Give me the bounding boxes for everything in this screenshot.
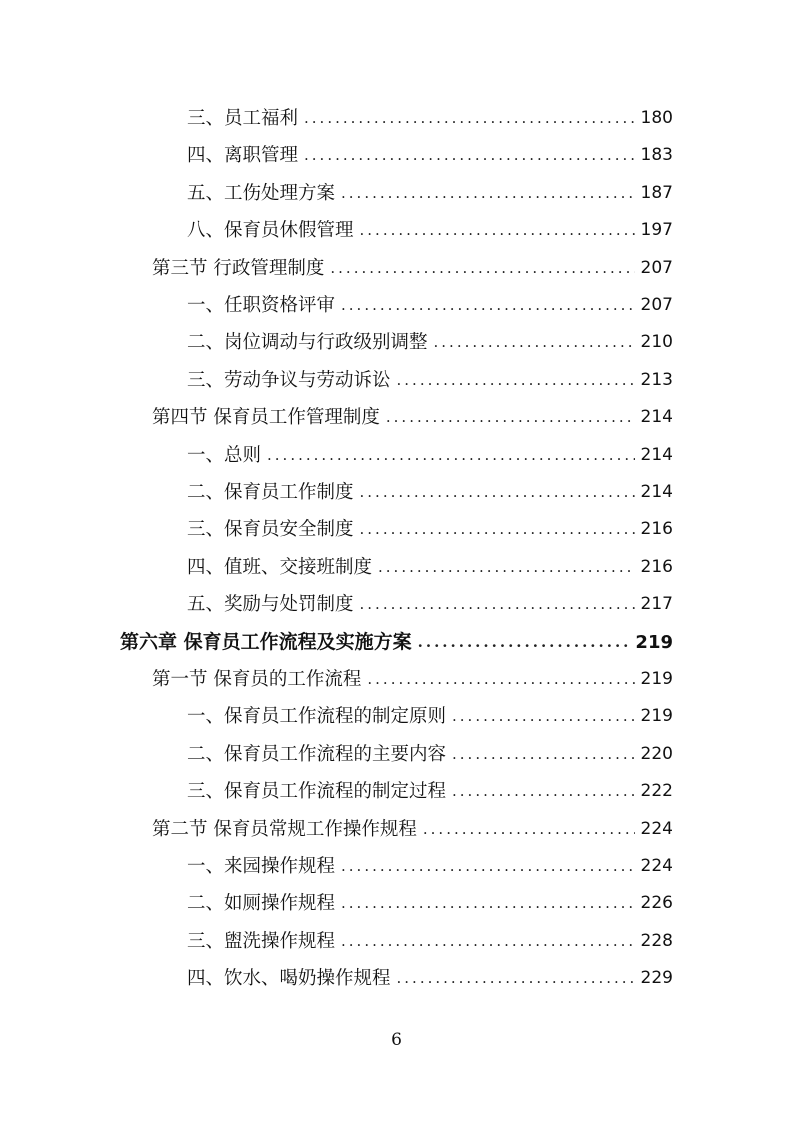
toc-entry[interactable] <box>152 250 673 287</box>
toc-entry-page: 220 <box>640 743 673 764</box>
toc-entry-title: 一、总则 <box>187 444 262 466</box>
toc-entry[interactable] <box>120 624 673 661</box>
toc-entry[interactable] <box>152 811 673 848</box>
dot-leader <box>452 736 635 773</box>
toc-entry-title: 三、盥洗操作规程 <box>187 930 336 952</box>
toc-entry-title: 一、来园操作规程 <box>187 856 336 877</box>
toc-entry[interactable] <box>187 324 673 361</box>
toc-entry[interactable] <box>187 511 673 548</box>
dot-leader <box>360 212 635 249</box>
toc-entry-page: 214 <box>640 482 673 502</box>
toc-entry-page: 217 <box>640 594 673 615</box>
dot-leader <box>267 437 635 474</box>
toc-entry[interactable] <box>187 362 673 399</box>
toc-entry-title: 二、岗位调动与行政级别调整 <box>187 332 428 354</box>
dot-leader <box>367 661 634 698</box>
toc-entry-page: 216 <box>640 556 673 577</box>
toc-entry-title: 第二节 保育员常规工作操作规程 <box>152 818 417 840</box>
toc-entry-page: 187 <box>640 182 673 203</box>
toc-entry-title: 第六章 保育员工作流程及实施方案 <box>120 630 412 653</box>
toc-entry[interactable] <box>187 885 673 922</box>
dot-leader <box>386 399 635 436</box>
dot-leader <box>397 960 635 997</box>
toc-entry[interactable] <box>187 960 673 997</box>
toc-entry[interactable] <box>152 399 673 436</box>
toc-entry-page: 207 <box>640 257 673 278</box>
toc-entry-title: 一、保育员工作流程的制定原则 <box>187 706 447 728</box>
dot-leader <box>341 885 635 922</box>
toc-entry-page: 216 <box>640 519 673 540</box>
dot-leader <box>360 474 635 511</box>
dot-leader <box>341 175 635 212</box>
dot-leader <box>304 100 635 137</box>
toc-entry[interactable] <box>187 549 673 586</box>
dot-leader <box>452 773 635 810</box>
toc-entry[interactable] <box>187 212 673 249</box>
toc-entry-title: 第一节 保育员的工作流程 <box>152 669 362 690</box>
toc-entry[interactable] <box>152 661 673 698</box>
toc-entry-page: 228 <box>640 930 673 951</box>
toc-entry-title: 八、保育员休假管理 <box>187 220 354 242</box>
toc-entry[interactable] <box>187 773 673 810</box>
toc-entry-page: 222 <box>640 781 673 802</box>
toc-entry-title: 五、奖励与处罚制度 <box>187 594 354 616</box>
dot-leader <box>304 137 635 174</box>
dot-leader <box>423 811 635 848</box>
toc-entry-title: 三、劳动争议与劳动诉讼 <box>187 369 391 391</box>
toc-entry[interactable] <box>187 586 673 623</box>
toc-entry[interactable] <box>187 923 673 960</box>
toc-entry-page: 213 <box>640 369 673 390</box>
toc-entry[interactable] <box>187 474 673 511</box>
toc-entry-title: 四、值班、交接班制度 <box>187 556 373 578</box>
toc-entry-page: 207 <box>640 295 673 315</box>
dot-leader <box>341 923 635 960</box>
toc-entry-page: 224 <box>640 856 673 876</box>
dot-leader <box>360 586 635 623</box>
dot-leader <box>330 250 634 287</box>
toc-entry-page: 210 <box>640 332 673 353</box>
dot-leader <box>360 511 635 548</box>
toc-entry-title: 三、员工福利 <box>187 108 299 129</box>
toc-entry-title: 四、饮水、喝奶操作规程 <box>187 968 391 990</box>
toc-entry-page: 214 <box>640 444 673 465</box>
toc-entry-page: 180 <box>640 108 673 128</box>
toc-entry[interactable] <box>187 100 673 137</box>
dot-leader <box>452 698 635 735</box>
toc-entry-page: 214 <box>640 407 673 428</box>
dot-leader <box>434 324 635 361</box>
dot-leader <box>378 549 635 586</box>
toc-entry-page: 219 <box>635 631 673 653</box>
toc-entry-title: 四、离职管理 <box>187 145 299 167</box>
dot-leader <box>341 287 635 324</box>
toc-entry-title: 二、如厕操作规程 <box>187 893 336 915</box>
toc-entry-title: 二、保育员工作制度 <box>187 482 354 503</box>
toc-entry[interactable] <box>187 736 673 773</box>
toc-entry[interactable] <box>187 287 673 324</box>
toc-entry-page: 224 <box>640 818 673 839</box>
toc-entry[interactable] <box>187 137 673 174</box>
toc-entry-page: 197 <box>640 220 673 241</box>
dot-leader <box>341 848 635 885</box>
toc-entry-title: 第三节 行政管理制度 <box>152 257 325 279</box>
toc-entry-page: 183 <box>640 145 673 166</box>
page-number: 6 <box>391 1030 402 1050</box>
dot-leader <box>418 624 630 661</box>
dot-leader <box>397 362 635 399</box>
toc-entry-title: 三、保育员安全制度 <box>187 519 354 541</box>
toc-entry-page: 219 <box>640 706 673 727</box>
toc-entry[interactable] <box>187 175 673 212</box>
toc-entry[interactable] <box>187 698 673 735</box>
toc-entry-title: 五、工伤处理方案 <box>187 182 336 204</box>
toc-entry-page: 229 <box>640 968 673 989</box>
toc-entry[interactable] <box>187 437 673 474</box>
toc-entry-page: 226 <box>640 893 673 914</box>
toc-entry-title: 二、保育员工作流程的主要内容 <box>187 743 447 765</box>
toc-entry-page: 219 <box>640 669 673 689</box>
toc-entry[interactable] <box>187 848 673 885</box>
toc-entry-title: 一、任职资格评审 <box>187 295 336 316</box>
toc-entry-title: 第四节 保育员工作管理制度 <box>152 407 380 429</box>
toc-entry-title: 三、保育员工作流程的制定过程 <box>187 781 447 803</box>
